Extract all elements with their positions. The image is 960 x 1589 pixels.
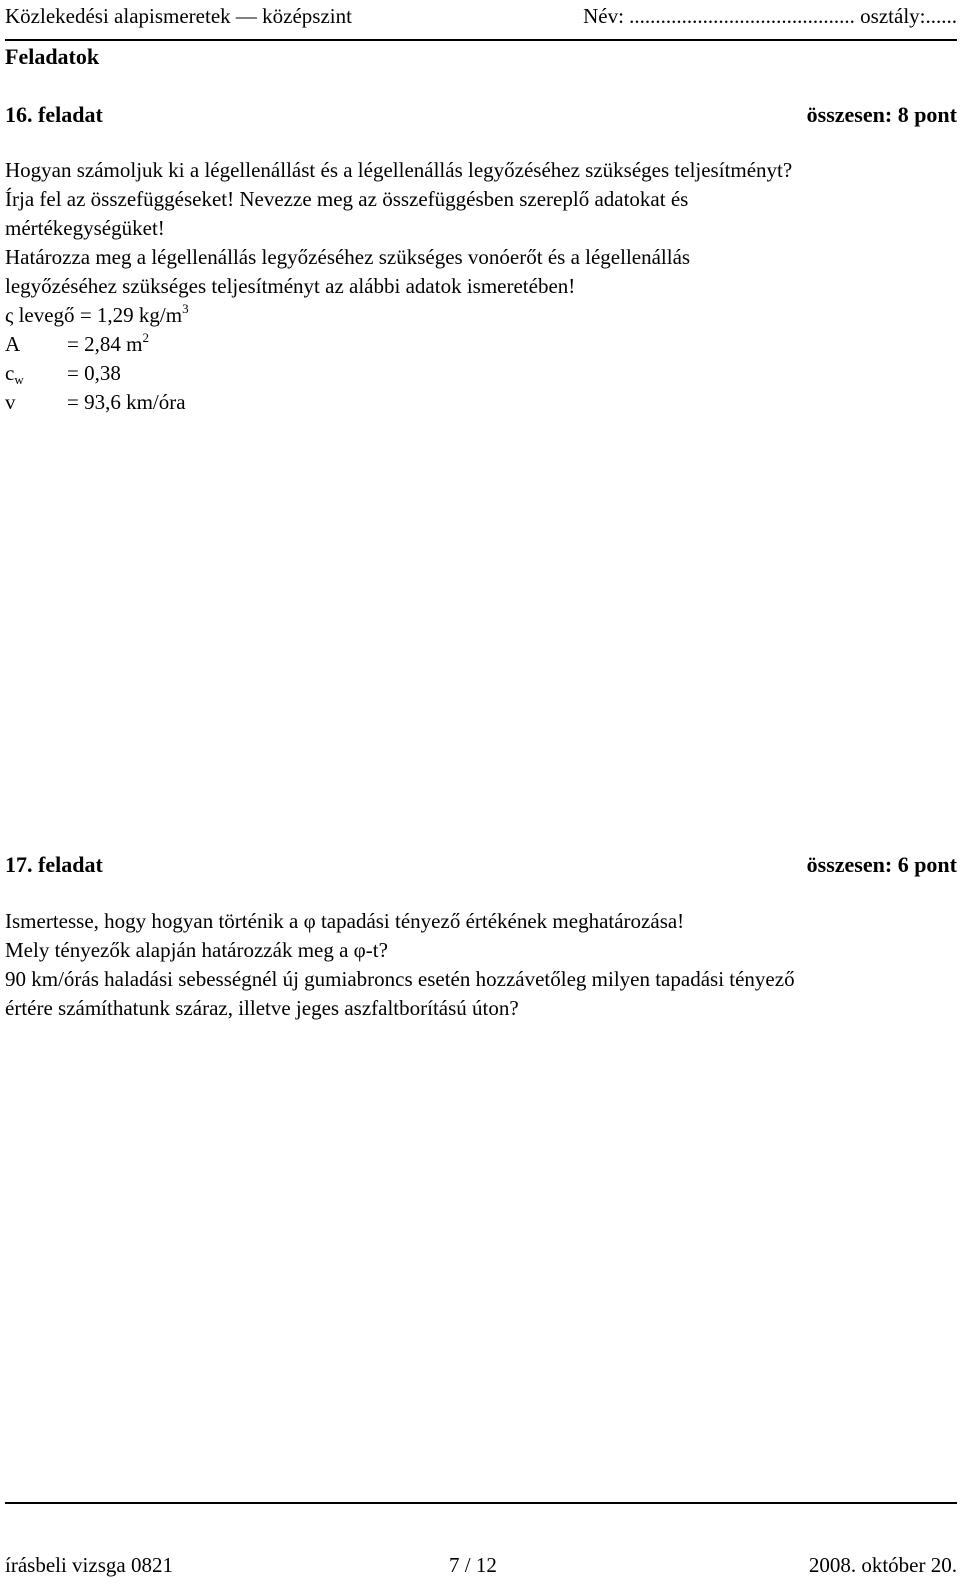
task-17-points: összesen: 6 pont xyxy=(806,852,957,877)
task-17-title: 17. feladat xyxy=(5,852,103,877)
task-17-line: Mely tényezők alapján határozzák meg a φ-t? xyxy=(5,938,388,962)
task-16-body xyxy=(5,156,957,417)
task-16-line: Határozza meg a légellenállás legyőzéséhez szükséges vonóerőt és a légellenállás xyxy=(5,245,691,269)
task-17-body xyxy=(5,907,957,1023)
data-row-drag-coefficient xyxy=(5,359,957,388)
task-16-line: Írja fel az összefüggéseket! Nevezze meg az összefüggésben szereplő adatokat és xyxy=(5,187,689,211)
page-header xyxy=(5,2,957,38)
task-16-title: 16. feladat xyxy=(5,102,103,127)
air-density-label: levegő xyxy=(18,303,75,327)
area-symbol: A xyxy=(5,332,21,356)
task-17-line: 90 km/órás haladási sebességnél új gumiabroncs esetén hozzávetőleg milyen tapadási tényező xyxy=(5,967,795,991)
drag-coefficient-subscript: w xyxy=(14,372,24,387)
drag-coefficient-value: = 0,38 xyxy=(67,361,121,385)
footer-date: 2008. október 20. xyxy=(808,1553,957,1577)
header-name-class-field: Név: ........................................... osztály:...... xyxy=(583,4,957,28)
section-heading: Feladatok xyxy=(5,44,100,69)
air-density-value: = 1,29 kg/m xyxy=(79,303,183,327)
data-row-velocity xyxy=(5,388,957,417)
task-16-points: összesen: 8 pont xyxy=(806,102,957,127)
header-subject: Közlekedési alapismeretek — középszint xyxy=(5,4,352,28)
velocity-value: = 93,6 km/óra xyxy=(67,390,186,414)
task-16-line: mértékegységüket! xyxy=(5,216,165,240)
task-17-heading xyxy=(5,850,957,880)
task-17-line: Ismertesse, hogy hogyan történik a φ tapadási tényező értékének meghatározása! xyxy=(5,909,685,933)
drag-coefficient-symbol: c xyxy=(5,361,15,385)
header-divider xyxy=(5,39,957,41)
area-exponent: 2 xyxy=(142,330,149,345)
task-16-heading xyxy=(5,100,957,130)
task-17-line: értére számíthatunk száraz, illetve jeges aszfaltborítású úton? xyxy=(5,996,519,1020)
task-16-line: legyőzéséhez szükséges teljesítményt az alábbi adatok ismeretében! xyxy=(5,274,576,298)
exam-page xyxy=(5,0,957,1589)
task-16-line: Hogyan számoljuk ki a légellenállást és a légellenállás legyőzéséhez szükséges teljesítményt? xyxy=(5,158,793,182)
air-density-symbol: ς xyxy=(5,303,14,327)
page-footer xyxy=(5,1550,957,1582)
area-value: = 2,84 m xyxy=(67,332,143,356)
data-row-air-density xyxy=(5,301,957,330)
footer-divider xyxy=(5,1502,957,1504)
velocity-symbol: v xyxy=(5,390,16,414)
air-density-exponent: 3 xyxy=(182,301,189,316)
footer-exam-code: írásbeli vizsga 0821 xyxy=(5,1553,173,1577)
data-row-area xyxy=(5,330,957,359)
footer-page-number: 7 / 12 xyxy=(449,1553,497,1577)
